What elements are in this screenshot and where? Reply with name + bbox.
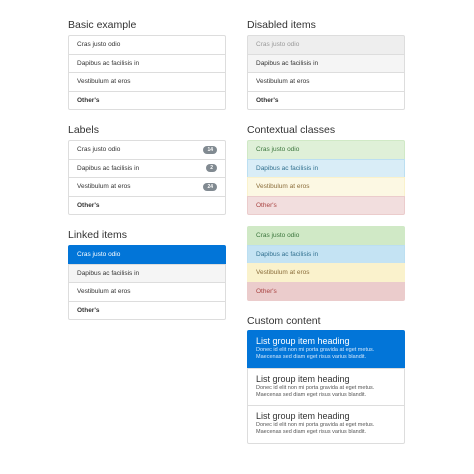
linked-item[interactable] (247, 72, 405, 92)
info-item (247, 159, 405, 179)
list-item (68, 196, 226, 216)
contextual-list-group (247, 140, 405, 215)
list-item-label: Vestibulum at eros (256, 269, 310, 276)
list-item-text: Donec id elit non mi porta gravida at eget metus. (256, 384, 375, 391)
list-item-heading: List group item heading (256, 336, 350, 346)
count-badge: 2 (206, 164, 217, 172)
list-item-label: Vestibulum at eros (256, 78, 310, 85)
custom-item[interactable] (247, 405, 405, 444)
linked-item[interactable] (247, 91, 405, 111)
list-item-label: Dapibus ac facilisis in (77, 59, 140, 67)
linked-item-active[interactable] (68, 245, 226, 265)
list-item (68, 140, 226, 160)
linked-item[interactable] (68, 282, 226, 302)
success-button-item[interactable] (247, 226, 405, 246)
list-item-label: Cras justo odio (256, 232, 300, 239)
list-item-label: Other's (77, 306, 100, 314)
labels-heading: Labels (68, 124, 99, 136)
list-item-label: Other's (77, 96, 100, 104)
basic-list-group (68, 35, 226, 110)
list-item-label: Vestibulum at eros (77, 78, 131, 85)
list-item-text: Maecenas sed diam eget risus varius blandit. (256, 429, 367, 435)
list-item-label: Other's (256, 201, 277, 209)
list-item (68, 91, 226, 111)
list-item-text: Donec id elit non mi porta gravida at eget metus. (256, 347, 375, 353)
list-item-heading: List group item heading (256, 411, 350, 421)
linked-item[interactable] (68, 301, 226, 321)
custom-item[interactable] (247, 368, 405, 407)
success-item (247, 140, 405, 160)
linked-item[interactable] (247, 54, 405, 74)
danger-button-item[interactable] (247, 282, 405, 302)
list-item-label: Cras justo odio (77, 41, 121, 48)
contextual-button-list-group (247, 226, 405, 301)
list-item-label: Dapibus ac facilisis in (256, 59, 319, 67)
warning-item (247, 177, 405, 197)
list-item (68, 35, 226, 55)
list-item-label: Dapibus ac facilisis in (256, 164, 319, 172)
list-item-label: Dapibus ac facilisis in (77, 164, 140, 172)
list-item-label: Vestibulum at eros (77, 288, 131, 295)
linked-list-group (68, 245, 226, 320)
list-item-label: Cras justo odio (77, 146, 121, 153)
info-button-item[interactable] (247, 245, 405, 265)
danger-item (247, 196, 405, 216)
list-item-heading: List group item heading (256, 373, 350, 384)
list-item (68, 54, 226, 74)
custom-list-group (247, 330, 405, 444)
list-item-label: Cras justo odio (77, 251, 121, 258)
list-item-label: Dapibus ac facilisis in (77, 269, 140, 277)
list-item-label: Cras justo odio (256, 146, 300, 153)
list-item (68, 72, 226, 92)
list-item-label: Vestibulum at eros (77, 183, 131, 190)
list-item (68, 177, 226, 197)
list-item-text: Donec id elit non mi porta gravida at eget metus. (256, 422, 375, 428)
custom-item-active[interactable] (247, 330, 405, 369)
list-item-label: Cras justo odio (256, 41, 300, 48)
list-item-label: Other's (256, 96, 279, 104)
linked-items-heading: Linked items (68, 229, 127, 241)
list-item-label: Dapibus ac facilisis in (256, 250, 319, 258)
list-item-label: Vestibulum at eros (256, 183, 310, 190)
list-item-text: Maecenas sed diam eget risus varius blandit. (256, 354, 367, 360)
labels-list-group (68, 140, 226, 215)
warning-button-item[interactable] (247, 263, 405, 283)
list-item-text: Maecenas sed diam eget risus varius blandit. (256, 391, 367, 398)
count-badge: 24 (203, 183, 217, 191)
list-item (68, 159, 226, 179)
basic-example-heading: Basic example (68, 19, 137, 31)
custom-content-heading: Custom content (247, 315, 321, 327)
linked-item[interactable] (68, 264, 226, 284)
disabled-list-group (247, 35, 405, 110)
disabled-items-heading: Disabled items (247, 19, 316, 31)
list-item-label: Other's (77, 201, 100, 209)
list-item-label: Other's (256, 287, 277, 295)
disabled-item (247, 35, 405, 55)
count-badge: 14 (203, 146, 217, 154)
contextual-classes-heading: Contextual classes (247, 124, 336, 136)
